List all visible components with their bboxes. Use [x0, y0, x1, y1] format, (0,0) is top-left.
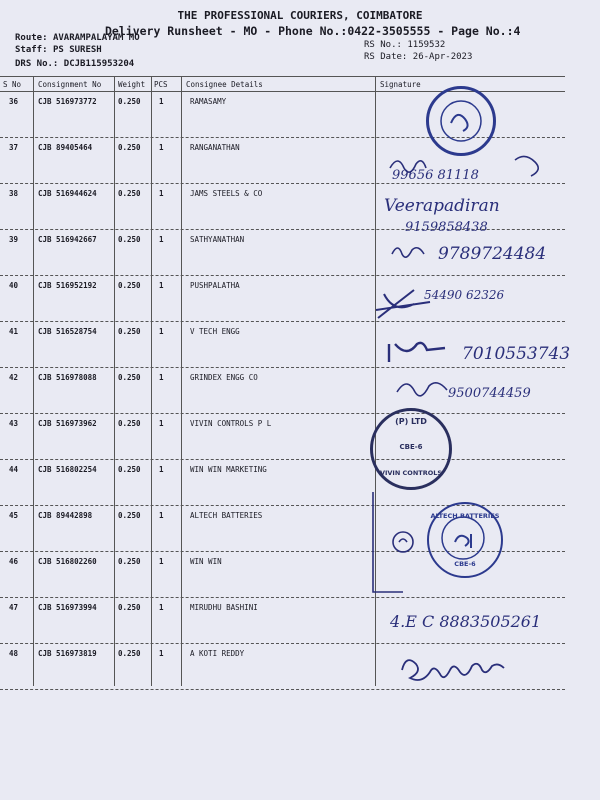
row-weight: 0.250	[118, 143, 141, 152]
row-sno: 46	[9, 557, 19, 566]
row-pcs: 1	[159, 189, 164, 198]
stamp-text-bottom: VIVIN CONTROLS	[379, 469, 443, 477]
row-consignment-no: CJB 516952192	[38, 281, 97, 290]
row-pcs: 1	[159, 281, 164, 290]
rs-date-label: RS Date:	[364, 52, 408, 62]
rs-date-line	[364, 52, 472, 62]
row-sno: 47	[9, 603, 19, 612]
stamp-text-top: ALTECH BATTERIES	[430, 512, 500, 520]
hindustan-foundry-stamp	[426, 86, 496, 156]
row-divider	[0, 321, 565, 322]
row-consignment-no: CJB 516973994	[38, 603, 97, 612]
rs-no-label: RS No.:	[364, 40, 402, 50]
route-label: Route:	[15, 33, 48, 43]
row-divider	[0, 459, 565, 460]
row-consignee: JAMS STEELS & CO	[190, 189, 263, 198]
row-weight: 0.250	[118, 235, 141, 244]
row-consignee: MIRUDHU BASHINI	[190, 603, 258, 612]
staff-line	[15, 45, 102, 55]
row-consignment-no: CJB 516944624	[38, 189, 97, 198]
row-consignment-no: CJB 516528754	[38, 327, 97, 336]
signature-phone: 9159858438	[405, 220, 488, 235]
signature-phone: 9789724484	[438, 244, 547, 264]
row-sno: 42	[9, 373, 19, 382]
column-header-weight: Weight	[118, 80, 146, 89]
row-divider	[0, 275, 565, 276]
signature-name: Veerapadiran	[384, 196, 500, 216]
signature-scribble-icon	[385, 340, 455, 366]
table-top-border	[0, 76, 565, 77]
route-value: AVARAMPALAYAM MO	[52, 33, 140, 43]
row-pcs: 1	[159, 465, 164, 474]
staff-label: Staff:	[15, 45, 48, 55]
row-weight: 0.250	[118, 97, 141, 106]
row-sno: 40	[9, 281, 19, 290]
row-weight: 0.250	[118, 189, 141, 198]
row-consignment-no: CJB 516802254	[38, 465, 97, 474]
row-divider	[0, 643, 565, 644]
column-divider	[151, 76, 152, 686]
row-divider	[0, 367, 565, 368]
column-header-consignee: Consignee Details	[186, 80, 263, 89]
row-weight: 0.250	[118, 465, 141, 474]
row-weight: 0.250	[118, 649, 141, 658]
row-pcs: 1	[159, 419, 164, 428]
row-consignee: RAMASAMY	[190, 97, 227, 106]
row-weight: 0.250	[118, 373, 141, 382]
stamp-text-top: (P) LTD	[395, 417, 427, 426]
row-pcs: 1	[159, 327, 164, 336]
row-consignment-no: CJB 516973819	[38, 649, 97, 658]
vivin-controls-stamp	[370, 408, 452, 490]
signature-note: 54490 62326	[424, 288, 505, 302]
row-weight: 0.250	[118, 327, 141, 336]
row-weight: 0.250	[118, 281, 141, 290]
row-consignee: ALTECH BATTERIES	[190, 511, 263, 520]
signature-scribble-icon	[367, 484, 447, 596]
row-consignee: PUSHPALATHA	[190, 281, 240, 290]
document-subtitle: Delivery Runsheet - MO - Phone No.:0422-3505555 - Page No.:4	[105, 24, 521, 38]
column-header-sno: S No	[3, 80, 22, 89]
row-consignment-no: CJB 89405464	[38, 143, 93, 152]
signature-phone: 99656 81118	[392, 168, 479, 183]
row-consignment-no: CJB 89442898	[38, 511, 93, 520]
row-consignment-no: CJB 516978088	[38, 373, 97, 382]
row-sno: 36	[9, 97, 19, 106]
rs-no-line	[364, 40, 445, 50]
row-sno: 48	[9, 649, 19, 658]
signature-scribble-icon	[388, 240, 428, 260]
signature-scribble-icon	[393, 374, 453, 400]
signature-note: 4.E C 8883505261	[390, 612, 542, 631]
row-pcs: 1	[159, 373, 164, 382]
row-pcs: 1	[159, 97, 164, 106]
drs-label: DRS No.:	[15, 59, 59, 69]
row-divider	[0, 597, 565, 598]
document-title: THE PROFESSIONAL COURIERS, COIMBATORE	[177, 9, 423, 22]
signature-phone: 9500744459	[448, 386, 531, 401]
row-sno: 39	[9, 235, 19, 244]
row-sno: 45	[9, 511, 19, 520]
row-weight: 0.250	[118, 557, 141, 566]
row-consignment-no: CJB 516942667	[38, 235, 97, 244]
column-header-pcs: PCS	[154, 80, 168, 89]
rs-no-value: 1159532	[407, 40, 446, 50]
row-pcs: 1	[159, 143, 164, 152]
row-consignee: WIN WIN	[190, 557, 222, 566]
row-sno: 43	[9, 419, 19, 428]
drs-line	[15, 59, 134, 69]
row-pcs: 1	[159, 235, 164, 244]
stamp-text-center: CBE-6	[399, 443, 423, 451]
row-consignment-no: CJB 516973772	[38, 97, 97, 106]
row-weight: 0.250	[118, 419, 141, 428]
row-consignee: WIN WIN MARKETING	[190, 465, 267, 474]
signature-scribble-icon	[398, 650, 538, 690]
row-consignee: RANGANATHAN	[190, 143, 240, 152]
row-consignee: SATHYANATHAN	[190, 235, 245, 244]
column-header-signature: Signature	[380, 80, 421, 89]
column-divider	[33, 76, 34, 686]
column-divider	[181, 76, 182, 686]
row-sno: 38	[9, 189, 19, 198]
row-pcs: 1	[159, 557, 164, 566]
row-consignment-no: CJB 516802260	[38, 557, 97, 566]
signature-phone: 7010553743	[462, 344, 571, 364]
row-divider	[0, 413, 565, 414]
row-sno: 41	[9, 327, 19, 336]
stamp-text-bottom: CBE-6	[454, 560, 476, 568]
row-consignment-no: CJB 516973962	[38, 419, 97, 428]
staff-value: PS SURESH	[52, 45, 102, 55]
row-weight: 0.250	[118, 603, 141, 612]
drs-value: DCJB115953204	[63, 59, 135, 69]
row-consignee: VIVIN CONTROLS P L	[190, 419, 272, 428]
rs-date-value: 26-Apr-2023	[412, 52, 473, 62]
column-divider	[114, 76, 115, 686]
row-sno: 37	[9, 143, 19, 152]
row-consignee: V TECH ENGG	[190, 327, 240, 336]
stamp-ring-icon	[429, 89, 493, 153]
row-weight: 0.250	[118, 511, 141, 520]
row-consignee: A KOTI REDDY	[190, 649, 245, 658]
column-header-consignment: Consignment No	[38, 80, 102, 89]
route-line	[15, 33, 140, 43]
row-pcs: 1	[159, 603, 164, 612]
row-consignee: GRINDEX ENGG CO	[190, 373, 258, 382]
row-pcs: 1	[159, 649, 164, 658]
row-sno: 44	[9, 465, 19, 474]
row-pcs: 1	[159, 511, 164, 520]
